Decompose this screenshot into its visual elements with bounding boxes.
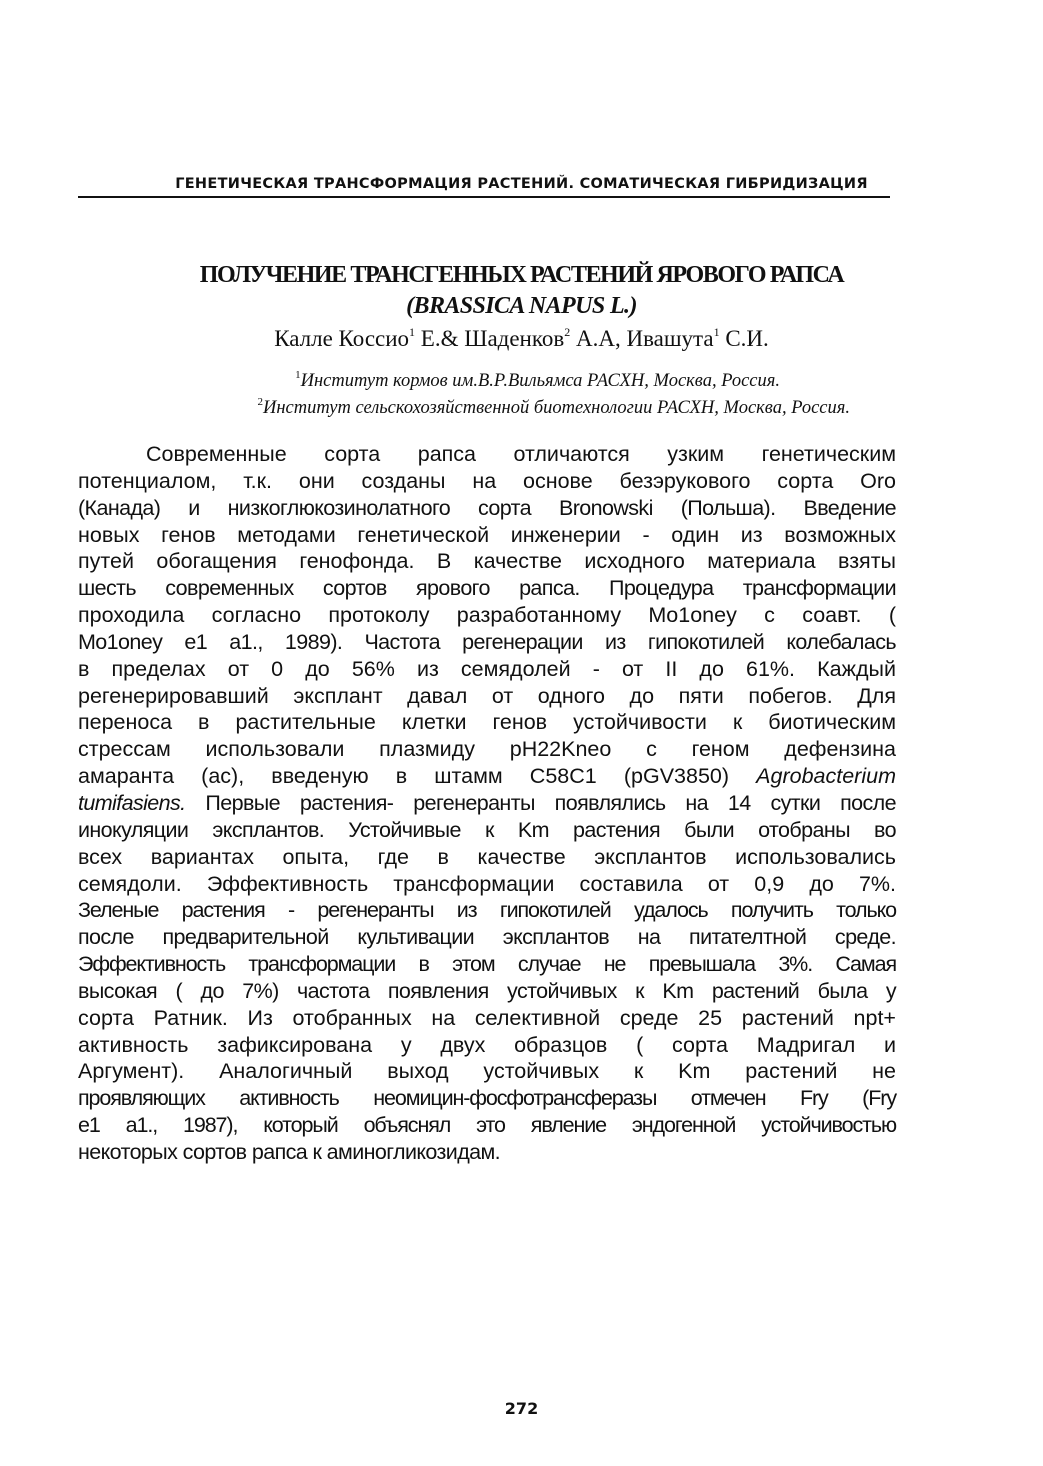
affiliation-2 [0,398,850,419]
text-fragment: амаранта (ac), введеную в штамм C58C1 (pGV3850) [78,764,730,789]
text-line: переноса в растительные клетки генов устойчивости к биотическим [78,710,896,735]
text-line: в пределах от 0 до 56% из семядолей - от II до 61%. Каждый [78,656,896,681]
species-name: Agrobacterium [756,764,896,789]
text-line: некоторых сортов рапса к аминогликозидам. [78,1139,501,1164]
text-line: e1 a1., 1987), который объяснял это явление эндогенной устойчивостью [78,1113,896,1138]
affiliation-text: Институт кормов им.В.Р.Вильямса РАСХН, Москва, Россия. [300,371,780,391]
text-line: Зеленые растения - регенеранты из гипокотилей удалось получить только [78,898,896,923]
text-line: всех вариантах опыта, где в качестве эксплантов использовались [78,844,896,869]
article-title-species: (BRASSICA NAPUS L.) [406,293,637,319]
text-line: проявляющих активность неомицин-фосфотрансферазы отмечен Fry (Fry [78,1086,896,1111]
header-rule [78,196,890,198]
text-line: регенерировавший эксплант давал от одного до пяти побегов. Для [78,683,896,708]
text-line: стрессам использовали плазмиду pH22Kneo с геном дефензина [78,737,896,762]
text-line: Аргумент). Аналогичный выход устойчивых к Km растений не [78,1059,896,1084]
text-line: активность зафиксирована у двух образцов ( сорта Мадригал и [78,1032,896,1057]
text-line: семядоли. Эффективность трансформации составила от 0,9 до 7%. [78,871,896,896]
text-line: после предварительной культивации эксплантов на питателтной среде. [78,925,896,950]
affiliation-marker: 1 [295,369,301,381]
author-line [0,326,1043,352]
running-head: ГЕНЕТИЧЕСКАЯ ТРАНСФОРМАЦИЯ РАСТЕНИЙ. СОМАТИЧЕСКАЯ ГИБРИДИЗАЦИЯ [175,176,868,192]
author-name: Е.& Шаденков [415,326,565,351]
affiliation-marker: 1 [409,325,416,339]
text-line [78,790,896,817]
text-line: потенциалом, т.к. они созданы на основе безэрукового сорта Oro [78,468,896,493]
affiliation-marker: 1 [713,325,720,339]
author-name: Калле Коссио [274,326,410,351]
text-line: Эффективность трансформации в этом случае не превышала 3%. Самая [78,952,896,977]
affiliation-marker: 2 [564,325,571,339]
text-line: путей обогащения генофонда. В качестве исходного материала взяты [78,549,896,574]
affiliation-text: Институт сельскохозяйственной биотехнологии РАСХН, Москва, Россия. [263,398,850,418]
text-line: новых генов методами генетической инженерии - один из возможных [78,522,896,547]
article-title: ПОЛУЧЕНИЕ ТРАНСГЕННЫХ РАСТЕНИЙ ЯРОВОГО РАПСА [199,262,844,288]
text-line: Современные сорта рапса отличаются узким генетическим [146,442,896,466]
affiliation-marker: 2 [257,396,264,408]
text-line: сорта Ратник. Из отобранных на селективной среде 25 растений npt+ [78,1005,896,1030]
affiliation-1 [0,371,780,392]
text-line [78,763,896,790]
species-name: tumifasiens. [78,790,186,815]
abstract-body [78,441,896,1166]
text-line: шесть современных сортов ярового рапса. Процедура трансформации [78,576,896,601]
text-line: инокуляции эксплантов. Устойчивые к Km растения были отобраны во [78,817,896,842]
text-fragment: Первые растения- регенеранты появлялись на 14 сутки после [185,790,896,815]
text-line: Mo1oney e1 a1., 1989). Частота регенерации из гипокотилей колебалась [78,629,896,654]
page-number: 272 [504,1399,539,1418]
author-name: А.А, Ивашута [570,326,714,351]
text-line: высокая ( до 7%) частота появления устойчивых к Km растений была у [78,978,896,1003]
author-name: С.И. [719,326,769,351]
text-line: (Канада) и низкоглюкозинолатного сорта Bronowski (Польша). Введение [78,495,896,520]
text-line: проходила согласно протоколу разработанному Mo1oney с соавт. ( [78,603,896,628]
